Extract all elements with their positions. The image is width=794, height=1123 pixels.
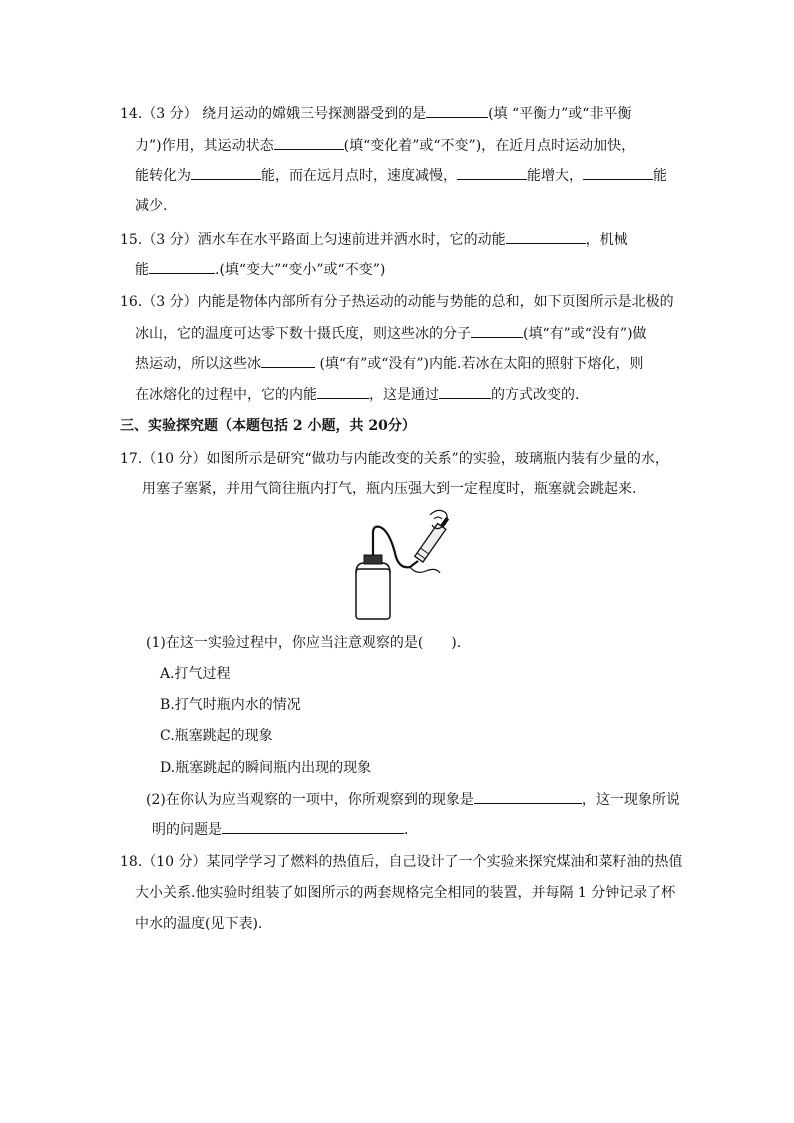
bottle-stopper bbox=[364, 555, 382, 564]
q16-text: 冰山，它的温度可达零下数十摄氏度，则这些冰的分子 bbox=[135, 326, 471, 342]
q16-blank-4[interactable] bbox=[439, 384, 491, 399]
q17-line-1 bbox=[120, 449, 669, 469]
q17-option-c[interactable]: C.瓶塞跳起的现象 bbox=[160, 728, 273, 744]
q15-line-1 bbox=[120, 229, 628, 250]
q15-text: ，机械 bbox=[585, 232, 628, 248]
q16-blank-3[interactable] bbox=[317, 384, 369, 399]
q17-text: . bbox=[404, 822, 409, 838]
q14-text: 能增大， bbox=[527, 168, 583, 184]
q17-option-a[interactable]: A.打气过程 bbox=[160, 666, 231, 682]
q16-line-4 bbox=[135, 384, 579, 405]
q17-option-d[interactable]: D.瓶塞跳起的瞬间瓶内出现的现象 bbox=[160, 760, 372, 776]
q16-line-3 bbox=[135, 353, 643, 374]
section-heading: 三、实验探究题（本题包括 2 小题，共 20分） bbox=[120, 418, 416, 434]
q14-text: (填“变化着”或“不变”)，在近月点时运动加快， bbox=[343, 138, 636, 154]
q14-blank-4[interactable] bbox=[457, 165, 527, 180]
q17-sub2-line-2 bbox=[152, 819, 408, 840]
q17-text: ，这一现象所说 bbox=[581, 792, 680, 808]
q16-blank-1[interactable] bbox=[471, 323, 523, 338]
q17-text: 明的问题是 bbox=[152, 822, 222, 838]
q18-line-1 bbox=[120, 852, 683, 872]
q18-line-3 bbox=[135, 914, 262, 934]
q17-line-2 bbox=[142, 479, 636, 499]
q18-text: 大小关系.他实验时组装了如图所示的两套规格完全相同的装置，并每隔 1 分钟记录了杯 bbox=[135, 885, 676, 901]
q16-text: (填“有”或“没有”)做 bbox=[523, 326, 647, 342]
hand-finger bbox=[434, 517, 442, 519]
q14-line-4 bbox=[135, 196, 167, 216]
q14-blank-2[interactable] bbox=[274, 135, 344, 150]
q14-text: 力”)作用，其运动状态 bbox=[135, 138, 274, 154]
q14-line-3 bbox=[135, 165, 667, 186]
q14-text: 能转化为 bbox=[135, 168, 191, 184]
q16-blank-2[interactable] bbox=[261, 353, 315, 368]
q16-text: 热运动，所以这些冰 bbox=[135, 356, 261, 372]
q15-blank-1[interactable] bbox=[506, 229, 586, 244]
q16-text: 的方式改变的. bbox=[491, 387, 580, 403]
q14-blank-3[interactable] bbox=[191, 165, 261, 180]
q17-text: (2)在你认为应当观察的一项中，你所观察到的现象是 bbox=[146, 792, 474, 808]
q14-text: 减少. bbox=[135, 198, 168, 214]
q17-sub1: (1)在这一实验过程中，你应当注意观察的是( ). bbox=[146, 635, 462, 651]
q17-text: 用塞子塞紧，并用气筒往瓶内打气，瓶内压强大到一定程度时，瓶塞就会跳起来. bbox=[142, 481, 637, 497]
q16-text: 16.（3 分）内能是物体内部所有分子热运动的动能与势能的总和，如下页图所示是北极的 bbox=[120, 294, 674, 310]
q17-blank-1[interactable] bbox=[474, 789, 582, 804]
bottle-body bbox=[356, 569, 390, 619]
q18-text: 中水的温度(见下表). bbox=[135, 916, 263, 932]
q14-blank-1[interactable] bbox=[426, 103, 488, 118]
q14-line-1 bbox=[120, 103, 631, 124]
q16-text: ，这是通过 bbox=[369, 387, 439, 403]
q15-text: .(填“变大”“变小”或“不变”) bbox=[215, 262, 386, 278]
q17-text: 17.（10 分）如图所示是研究“做功与内能改变的关系”的实验，玻璃瓶内装有少量的水， bbox=[120, 451, 669, 467]
q14-blank-5[interactable] bbox=[583, 165, 653, 180]
bottle-pump-figure bbox=[350, 505, 460, 620]
q16-line-1 bbox=[120, 292, 674, 312]
q17-option-b[interactable]: B.打气时瓶内水的情况 bbox=[160, 697, 301, 713]
q14-line-2 bbox=[135, 135, 635, 156]
q14-text: 能 bbox=[653, 168, 667, 184]
q14-text: (填 “平衡力”或“非平衡 bbox=[488, 106, 632, 122]
hand-lower bbox=[410, 567, 440, 573]
q18-text: 18.（10 分）某同学学习了燃料的热值后，自己设计了一个实验来探究煤油和菜籽油的热值 bbox=[120, 854, 683, 870]
q15-text: 能 bbox=[135, 262, 149, 278]
q15-text: 15.（3 分）洒水车在水平路面上匀速前进并洒水时，它的动能 bbox=[120, 232, 506, 248]
q17-blank-2[interactable] bbox=[222, 819, 404, 834]
q14-text: 能，而在远月点时，速度减慢， bbox=[261, 168, 457, 184]
q16-line-2 bbox=[135, 323, 647, 344]
q16-text: 在冰熔化的过程中，它的内能 bbox=[135, 387, 317, 403]
q14-text: 14.（3 分） 绕月运动的嫦娥三号探测器受到的是 bbox=[120, 106, 427, 122]
q16-text: (填“有”或“没有”)内能.若冰在太阳的照射下熔化，则 bbox=[315, 356, 644, 372]
q17-sub2-line-1 bbox=[146, 789, 680, 810]
q18-line-2 bbox=[135, 883, 675, 903]
q15-blank-2[interactable] bbox=[149, 259, 215, 274]
q15-line-2 bbox=[135, 259, 385, 280]
